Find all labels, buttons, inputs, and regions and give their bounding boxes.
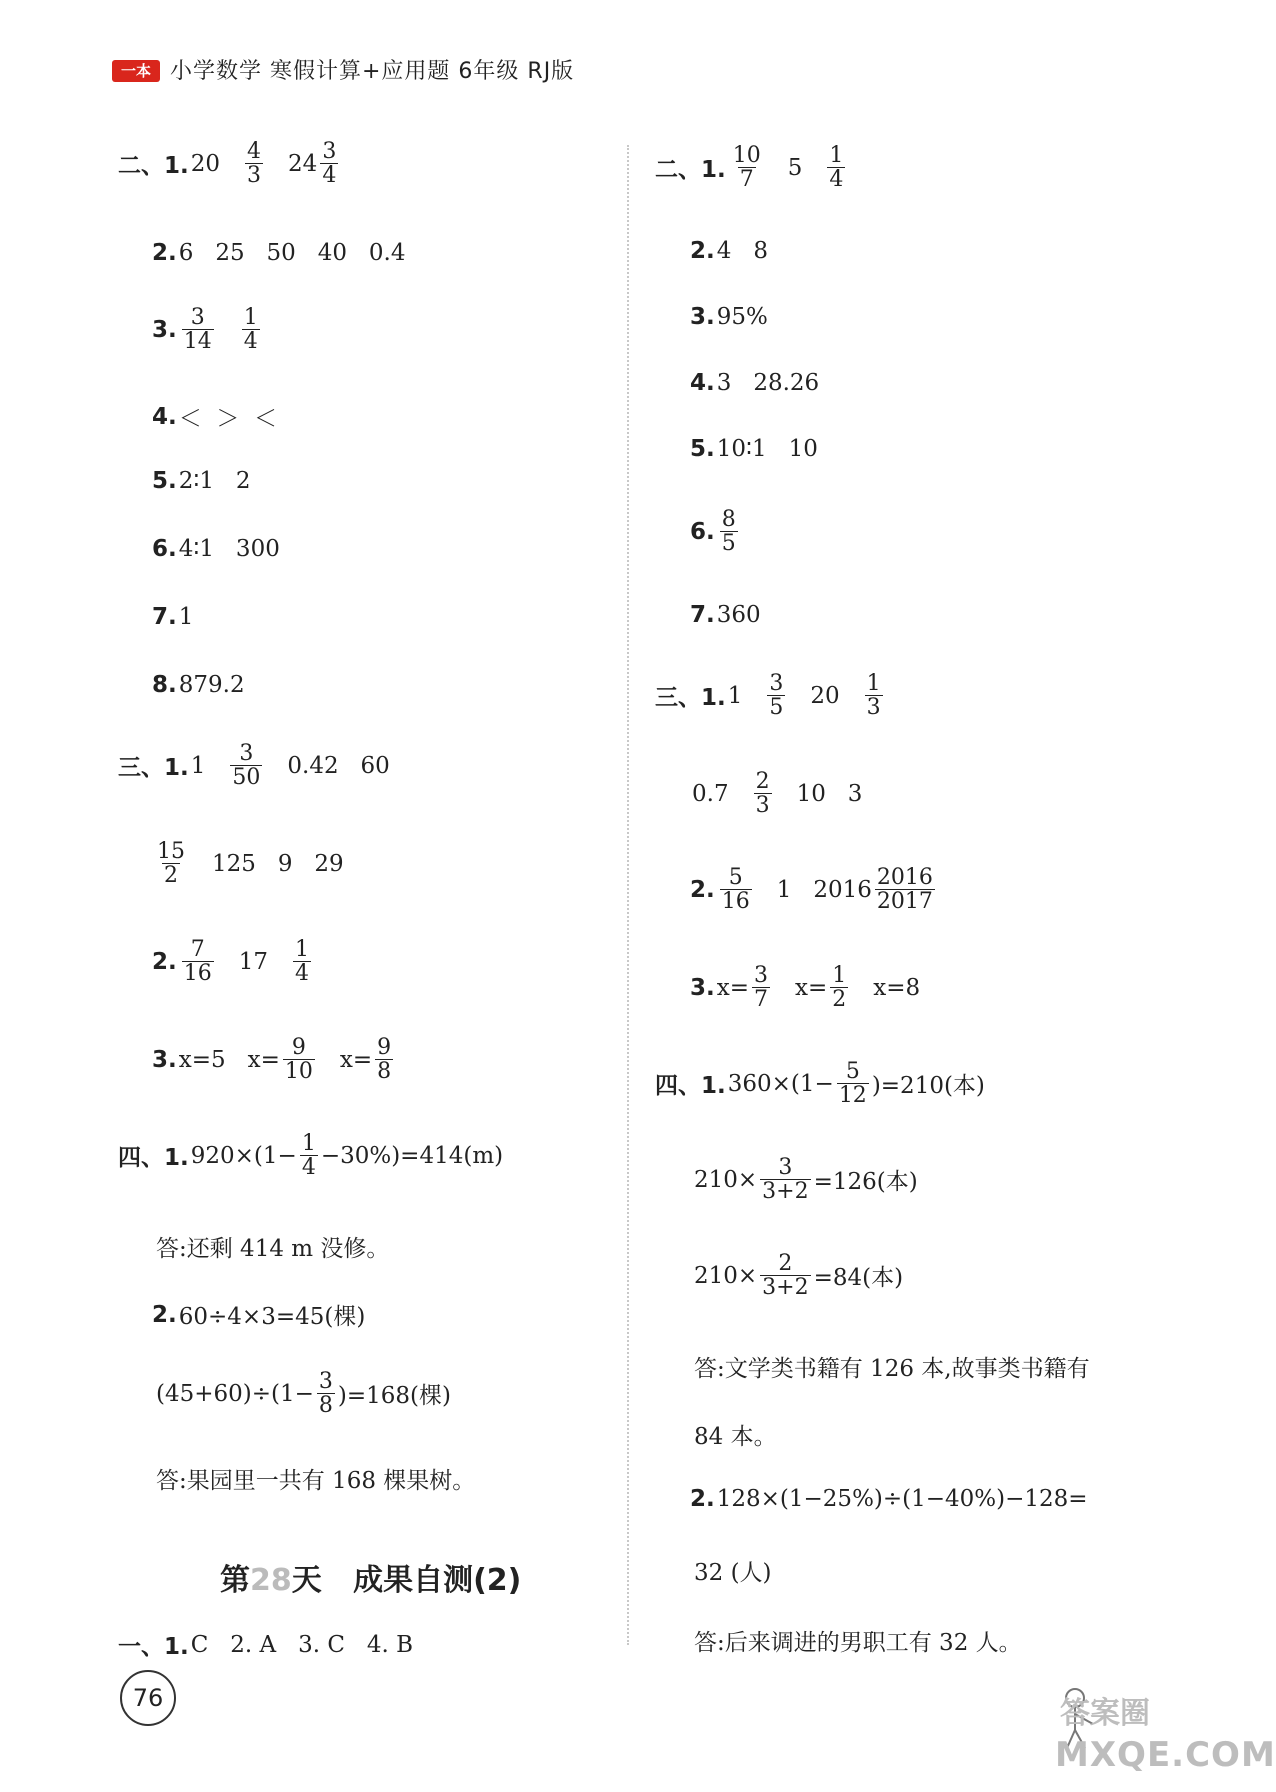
right-s2-q5: 5. 10∶1 10 xyxy=(690,436,818,462)
right-s4-q2: 2. 128×(1−25%)÷(1−40%)−128= xyxy=(690,1486,1088,1512)
right-s4-q1-answer-cont: 84 本。 xyxy=(694,1424,777,1450)
fraction: $\frac{3}{7}$ xyxy=(754,963,768,1013)
book-title: 小学数学 寒假计算+应用题 6年级 RJ版 xyxy=(170,59,575,84)
fraction: $\frac{2}{3}$ xyxy=(755,769,770,819)
right-s2-q3: 3. 95% xyxy=(690,304,768,330)
left-s2-q1: 二、1. 20 $\frac{4}{3}$ 24 $\frac{3}{4}$ xyxy=(118,139,337,189)
right-s4-q2-answer: 答:后来调进的男职工有 32 人。 xyxy=(694,1630,1022,1656)
left-s4-q2-step: (45+60)÷(1− $\frac{3}{8}$ )=168(棵) xyxy=(156,1369,451,1419)
fraction: $\frac{4}{3}$ xyxy=(247,139,262,189)
fraction: $\frac{15}{2}$ xyxy=(157,839,185,889)
right-s2-q2: 2. 4 8 xyxy=(690,238,768,264)
fraction: $\frac{10}{7}$ xyxy=(732,143,761,193)
fraction: $\frac{1}{3}$ xyxy=(866,671,881,721)
brand-logo: 一本 xyxy=(112,60,160,82)
fraction: $\frac{3}{8}$ xyxy=(318,1369,333,1419)
right-s4-q1-step3: 210× $\frac{2}{3+2}$ =84(本) xyxy=(694,1251,904,1301)
watermark-url: MXQE.COM xyxy=(1055,1735,1276,1775)
fraction: $\frac{3}{3+2}$ xyxy=(762,1155,809,1205)
right-s4-q2-result: 32 (人) xyxy=(694,1560,772,1586)
left-s2-q8: 8. 879.2 xyxy=(152,672,245,698)
left-s3-q3: 3. x=5 x= $\frac{9}{10}$ x= $\frac{9}{8}$ xyxy=(152,1035,392,1085)
right-s3-q1: 三、1. 1 $\frac{3}{5}$ 20 $\frac{1}{3}$ xyxy=(655,671,881,721)
right-s2-q4: 4. 3 28.26 xyxy=(690,370,820,396)
fraction: $\frac{9}{8}$ xyxy=(377,1035,392,1085)
left-s4-q2-answer: 答:果园里一共有 168 棵果树。 xyxy=(156,1468,476,1494)
page-header xyxy=(0,0,1200,110)
left-s2-q4: 4. ＜ ＞ ＜ xyxy=(152,403,277,432)
fraction: $\frac{1}{4}$ xyxy=(301,1131,316,1181)
right-s3-q3: 3. x= $\frac{3}{7}$ x= $\frac{1}{2}$ x=8 xyxy=(690,963,921,1013)
left-s3-q2: 2. $\frac{7}{16}$ 17 $\frac{1}{4}$ xyxy=(152,937,310,987)
left-s1-answers: 一、1. C 2. A 3. C 4. B xyxy=(118,1631,414,1660)
left-s4-q1: 四、1. 920×(1− $\frac{1}{4}$ −30%)=414(m) xyxy=(118,1131,504,1181)
right-s4-q1: 四、1. 360×(1− $\frac{5}{12}$ )=210(本) xyxy=(655,1059,985,1109)
left-s3-q1: 三、1. 1 $\frac{3}{50}$ 0.42 60 xyxy=(118,741,390,791)
fraction: $\frac{5}{12}$ xyxy=(838,1059,867,1109)
page-number: 76 xyxy=(120,1670,176,1726)
section-title: 第28天 成果自测(2) xyxy=(220,1563,522,1598)
left-s4-q1-answer: 答:还剩 414 m 没修。 xyxy=(156,1236,390,1262)
fraction: $\frac{1}{4}$ xyxy=(295,937,310,987)
fraction: $\frac{1}{4}$ xyxy=(243,305,258,355)
right-s3-q1-cont: 0.7 $\frac{2}{3}$ 10 3 xyxy=(692,769,863,819)
left-s2-q3: 3. $\frac{3}{14}$ $\frac{1}{4}$ xyxy=(152,305,258,355)
left-s2-q2: 2. 6 25 50 40 0.4 xyxy=(152,240,406,266)
right-s2-q7: 7. 360 xyxy=(690,602,761,628)
left-s2-q5: 5. 2∶1 2 xyxy=(152,468,251,494)
fraction: $\frac{1}{4}$ xyxy=(829,143,844,193)
fraction: $\frac{2}{3+2}$ xyxy=(762,1251,809,1301)
fraction: $\frac{9}{10}$ xyxy=(284,1035,313,1085)
fraction: $\frac{2016}{2017}$ xyxy=(876,865,933,915)
right-s3-q2: 2. $\frac{5}{16}$ 1 2016 $\frac{2016}{2017}$ xyxy=(690,865,933,915)
column-divider xyxy=(627,145,629,1645)
watermark-logo: 答案圈 xyxy=(1060,1696,1150,1731)
fraction: $\frac{3}{5}$ xyxy=(769,671,784,721)
left-s2-q6: 6. 4∶1 300 xyxy=(152,536,280,562)
fraction: $\frac{1}{2}$ xyxy=(832,963,847,1013)
left-s2-q7: 7. 1 xyxy=(152,604,194,630)
fraction: $\frac{7}{16}$ xyxy=(183,937,212,987)
left-s3-q1-cont: $\frac{15}{2}$ 125 9 29 xyxy=(157,839,344,889)
fraction: $\frac{3}{14}$ xyxy=(183,305,212,355)
left-s4-q2: 2. 60÷4×3=45(棵) xyxy=(152,1301,366,1330)
right-s2-q1: 二、1. $\frac{10}{7}$ 5 $\frac{1}{4}$ xyxy=(655,143,844,193)
right-s2-q6: 6. $\frac{8}{5}$ xyxy=(690,507,736,557)
right-s4-q1-step2: 210× $\frac{3}{3+2}$ =126(本) xyxy=(694,1155,918,1205)
fraction: $\frac{8}{5}$ xyxy=(721,507,736,557)
fraction: $\frac{5}{16}$ xyxy=(721,865,750,915)
fraction: $\frac{3}{4}$ xyxy=(322,139,337,189)
fraction: $\frac{3}{50}$ xyxy=(232,741,261,791)
right-s4-q1-answer: 答:文学类书籍有 126 本,故事类书籍有 xyxy=(694,1356,1090,1382)
